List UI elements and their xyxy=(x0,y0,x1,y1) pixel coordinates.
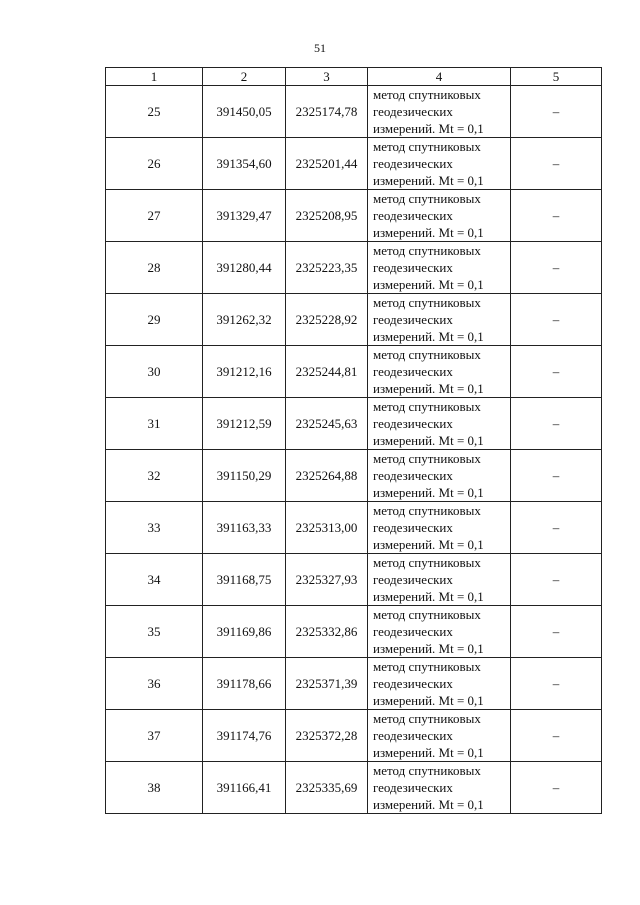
method-cell xyxy=(368,86,511,138)
method-cell xyxy=(368,346,511,398)
note-cell: – xyxy=(511,138,602,190)
x-coordinate-cell: 391178,66 xyxy=(203,658,286,710)
header-row xyxy=(106,68,602,86)
method-text-line: измерений. Mt = 0,1 xyxy=(373,433,484,448)
table-body xyxy=(106,86,602,814)
y-coordinate-cell: 2325332,86 xyxy=(286,606,368,658)
method-text-line: геодезических xyxy=(373,364,453,379)
y-coordinate-cell: 2325335,69 xyxy=(286,762,368,814)
method-cell xyxy=(368,398,511,450)
note-cell: – xyxy=(511,554,602,606)
method-text-line: метод спутниковых xyxy=(373,555,481,570)
x-coordinate-cell: 391262,32 xyxy=(203,294,286,346)
method-text-line: метод спутниковых xyxy=(373,87,481,102)
x-coordinate-cell: 391354,60 xyxy=(203,138,286,190)
x-coordinate-cell: 391169,86 xyxy=(203,606,286,658)
x-coordinate-cell: 391150,29 xyxy=(203,450,286,502)
method-text-line: измерений. Mt = 0,1 xyxy=(373,329,484,344)
note-cell: – xyxy=(511,762,602,814)
method-text-line: метод спутниковых xyxy=(373,659,481,674)
method-text-line: метод спутниковых xyxy=(373,711,481,726)
method-text-line: геодезических xyxy=(373,416,453,431)
table-row xyxy=(106,346,602,398)
method-text-line: измерений. Mt = 0,1 xyxy=(373,485,484,500)
y-coordinate-cell: 2325208,95 xyxy=(286,190,368,242)
method-cell xyxy=(368,606,511,658)
method-text-line: геодезических xyxy=(373,780,453,795)
method-text-line: измерений. Mt = 0,1 xyxy=(373,745,484,760)
table-row xyxy=(106,190,602,242)
table-header xyxy=(106,68,602,86)
method-text-line: измерений. Mt = 0,1 xyxy=(373,537,484,552)
column-header-4: 4 xyxy=(368,68,511,86)
table-row xyxy=(106,606,602,658)
method-text-line: метод спутниковых xyxy=(373,503,481,518)
table-row xyxy=(106,710,602,762)
point-number-cell: 30 xyxy=(106,346,203,398)
table-row xyxy=(106,658,602,710)
method-cell xyxy=(368,190,511,242)
note-cell: – xyxy=(511,346,602,398)
method-text-line: измерений. Mt = 0,1 xyxy=(373,173,484,188)
method-text-line: измерений. Mt = 0,1 xyxy=(373,225,484,240)
method-text-line: метод спутниковых xyxy=(373,607,481,622)
note-cell: – xyxy=(511,502,602,554)
method-text-line: геодезических xyxy=(373,676,453,691)
y-coordinate-cell: 2325327,93 xyxy=(286,554,368,606)
y-coordinate-cell: 2325228,92 xyxy=(286,294,368,346)
x-coordinate-cell: 391450,05 xyxy=(203,86,286,138)
x-coordinate-cell: 391329,47 xyxy=(203,190,286,242)
method-cell xyxy=(368,450,511,502)
y-coordinate-cell: 2325244,81 xyxy=(286,346,368,398)
table-row xyxy=(106,86,602,138)
method-text-line: измерений. Mt = 0,1 xyxy=(373,589,484,604)
note-cell: – xyxy=(511,242,602,294)
x-coordinate-cell: 391212,16 xyxy=(203,346,286,398)
point-number-cell: 27 xyxy=(106,190,203,242)
method-text-line: геодезических xyxy=(373,260,453,275)
point-number-cell: 36 xyxy=(106,658,203,710)
y-coordinate-cell: 2325372,28 xyxy=(286,710,368,762)
column-header-1: 1 xyxy=(106,68,203,86)
method-text-line: геодезических xyxy=(373,572,453,587)
x-coordinate-cell: 391280,44 xyxy=(203,242,286,294)
point-number-cell: 32 xyxy=(106,450,203,502)
column-header-3: 3 xyxy=(286,68,368,86)
method-text-line: метод спутниковых xyxy=(373,399,481,414)
column-header-5: 5 xyxy=(511,68,602,86)
method-text-line: измерений. Mt = 0,1 xyxy=(373,641,484,656)
method-text-line: измерений. Mt = 0,1 xyxy=(373,277,484,292)
table-row xyxy=(106,138,602,190)
x-coordinate-cell: 391166,41 xyxy=(203,762,286,814)
point-number-cell: 33 xyxy=(106,502,203,554)
note-cell: – xyxy=(511,86,602,138)
note-cell: – xyxy=(511,450,602,502)
method-text-line: измерений. Mt = 0,1 xyxy=(373,121,484,136)
table-row xyxy=(106,502,602,554)
note-cell: – xyxy=(511,710,602,762)
point-number-cell: 34 xyxy=(106,554,203,606)
method-cell xyxy=(368,554,511,606)
method-text-line: метод спутниковых xyxy=(373,347,481,362)
method-text-line: геодезических xyxy=(373,728,453,743)
method-text-line: метод спутниковых xyxy=(373,139,481,154)
table-row xyxy=(106,450,602,502)
table-row xyxy=(106,242,602,294)
coordinates-table xyxy=(105,67,602,814)
point-number-cell: 38 xyxy=(106,762,203,814)
y-coordinate-cell: 2325201,44 xyxy=(286,138,368,190)
note-cell: – xyxy=(511,398,602,450)
y-coordinate-cell: 2325174,78 xyxy=(286,86,368,138)
method-text-line: геодезических xyxy=(373,156,453,171)
y-coordinate-cell: 2325245,63 xyxy=(286,398,368,450)
method-cell xyxy=(368,294,511,346)
method-text-line: геодезических xyxy=(373,208,453,223)
method-text-line: измерений. Mt = 0,1 xyxy=(373,693,484,708)
method-text-line: метод спутниковых xyxy=(373,451,481,466)
page-number: 51 xyxy=(314,41,326,55)
method-cell xyxy=(368,710,511,762)
point-number-cell: 25 xyxy=(106,86,203,138)
point-number-cell: 35 xyxy=(106,606,203,658)
x-coordinate-cell: 391212,59 xyxy=(203,398,286,450)
x-coordinate-cell: 391163,33 xyxy=(203,502,286,554)
y-coordinate-cell: 2325264,88 xyxy=(286,450,368,502)
method-text-line: геодезических xyxy=(373,104,453,119)
x-coordinate-cell: 391174,76 xyxy=(203,710,286,762)
method-cell xyxy=(368,138,511,190)
method-cell xyxy=(368,658,511,710)
method-text-line: метод спутниковых xyxy=(373,191,481,206)
y-coordinate-cell: 2325313,00 xyxy=(286,502,368,554)
point-number-cell: 28 xyxy=(106,242,203,294)
table-row xyxy=(106,294,602,346)
y-coordinate-cell: 2325371,39 xyxy=(286,658,368,710)
note-cell: – xyxy=(511,606,602,658)
method-text-line: геодезических xyxy=(373,520,453,535)
x-coordinate-cell: 391168,75 xyxy=(203,554,286,606)
table-row xyxy=(106,398,602,450)
method-text-line: измерений. Mt = 0,1 xyxy=(373,381,484,396)
method-cell xyxy=(368,242,511,294)
point-number-cell: 29 xyxy=(106,294,203,346)
method-text-line: метод спутниковых xyxy=(373,243,481,258)
method-text-line: геодезических xyxy=(373,312,453,327)
point-number-cell: 37 xyxy=(106,710,203,762)
y-coordinate-cell: 2325223,35 xyxy=(286,242,368,294)
method-text-line: метод спутниковых xyxy=(373,295,481,310)
note-cell: – xyxy=(511,190,602,242)
point-number-cell: 31 xyxy=(106,398,203,450)
method-text-line: геодезических xyxy=(373,624,453,639)
method-cell xyxy=(368,502,511,554)
point-number-cell: 26 xyxy=(106,138,203,190)
table-row xyxy=(106,762,602,814)
table-row xyxy=(106,554,602,606)
column-header-2: 2 xyxy=(203,68,286,86)
note-cell: – xyxy=(511,294,602,346)
method-text-line: измерений. Mt = 0,1 xyxy=(373,797,484,812)
note-cell: – xyxy=(511,658,602,710)
method-text-line: геодезических xyxy=(373,468,453,483)
method-cell xyxy=(368,762,511,814)
method-text-line: метод спутниковых xyxy=(373,763,481,778)
